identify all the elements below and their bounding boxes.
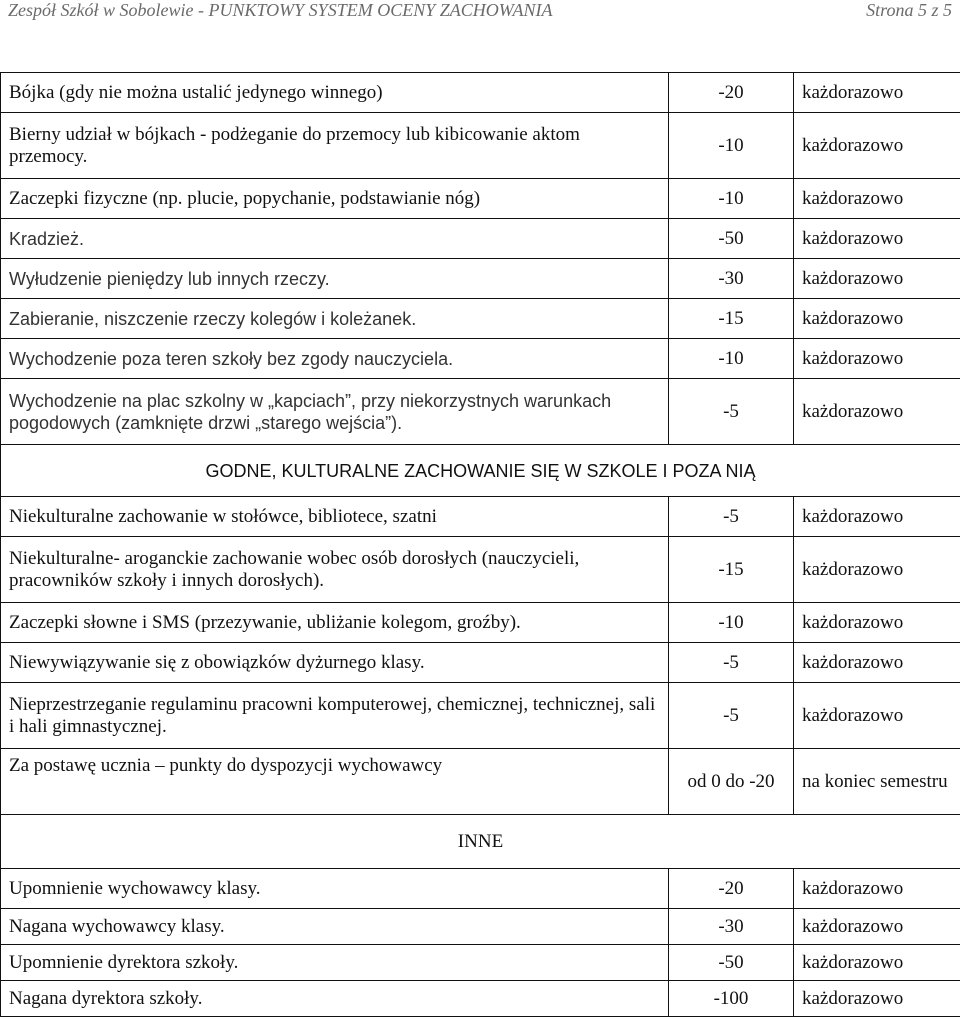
- row-points: od 0 do -20: [669, 749, 794, 815]
- row-description: Nagana dyrektora szkoły.: [1, 981, 669, 1017]
- row-description: Bierny udział w bójkach - podżeganie do przemocy lub kibicowanie aktom przemocy.: [1, 113, 669, 179]
- row-frequency: każdorazowo: [794, 945, 960, 981]
- row-points: -10: [669, 339, 794, 379]
- row-description: Zaczepki słowne i SMS (przezywanie, ubliżanie kolegom, groźby).: [1, 603, 669, 643]
- table-row: [1, 113, 960, 179]
- row-frequency: każdorazowo: [794, 113, 960, 179]
- table-row: [1, 603, 960, 643]
- row-frequency: każdorazowo: [794, 379, 960, 445]
- table-row: [1, 219, 960, 259]
- row-description: Za postawę ucznia – punkty do dyspozycji wychowawcy: [1, 749, 669, 815]
- row-description: Bójka (gdy nie można ustalić jedynego winnego): [1, 73, 669, 113]
- section-heading-conduct: GODNE, KULTURALNE ZACHOWANIE SIĘ W SZKOLE I POZA NIĄ: [1, 445, 960, 497]
- table-row: [1, 73, 960, 113]
- row-frequency: każdorazowo: [794, 981, 960, 1017]
- row-frequency: każdorazowo: [794, 869, 960, 909]
- row-frequency: każdorazowo: [794, 497, 960, 537]
- row-frequency: każdorazowo: [794, 603, 960, 643]
- row-frequency: na koniec semestru: [794, 749, 960, 815]
- row-frequency: każdorazowo: [794, 537, 960, 603]
- row-description: Niekulturalne zachowanie w stołówce, bibliotece, szatni: [1, 497, 669, 537]
- table-row: [1, 981, 960, 1017]
- row-points: -30: [669, 259, 794, 299]
- row-points: -10: [669, 179, 794, 219]
- page-header: [0, 0, 960, 24]
- row-description: Zaczepki fizyczne (np. plucie, popychanie, podstawianie nóg): [1, 179, 669, 219]
- table-row: [1, 379, 960, 445]
- row-points: -50: [669, 945, 794, 981]
- points-table: [0, 72, 960, 1017]
- row-frequency: każdorazowo: [794, 683, 960, 749]
- row-description: Niewywiązywanie się z obowiązków dyżurnego klasy.: [1, 643, 669, 683]
- row-points: -20: [669, 73, 794, 113]
- row-points: -15: [669, 299, 794, 339]
- section-row: [1, 815, 960, 869]
- row-points: -15: [669, 537, 794, 603]
- row-points: -100: [669, 981, 794, 1017]
- section-heading-other: INNE: [1, 815, 960, 869]
- row-points: -50: [669, 219, 794, 259]
- table-row: [1, 909, 960, 945]
- table-row: [1, 945, 960, 981]
- row-frequency: każdorazowo: [794, 179, 960, 219]
- table-row: [1, 497, 960, 537]
- table-row: [1, 537, 960, 603]
- row-description: Niekulturalne- aroganckie zachowanie wobec osób dorosłych (nauczycieli, pracowników szkoły i innych dorosłych).: [1, 537, 669, 603]
- row-description: Upomnienie wychowawcy klasy.: [1, 869, 669, 909]
- header-title: Zespół Szkół w Sobolewie - PUNKTOWY SYSTEM OCENY ZACHOWANIA: [8, 0, 553, 20]
- row-description: Wychodzenie na plac szkolny w „kapciach”, przy niekorzystnych warunkach pogodowych (zamknięte drzwi „starego wejścia”).: [1, 379, 669, 445]
- row-description: Wychodzenie poza teren szkoły bez zgody nauczyciela.: [1, 339, 669, 379]
- table-row: [1, 339, 960, 379]
- row-points: -10: [669, 113, 794, 179]
- row-points: -20: [669, 869, 794, 909]
- row-description: Upomnienie dyrektora szkoły.: [1, 945, 669, 981]
- table-row: [1, 259, 960, 299]
- row-points: -5: [669, 497, 794, 537]
- row-description: Nagana wychowawcy klasy.: [1, 909, 669, 945]
- table-row: [1, 869, 960, 909]
- row-frequency: każdorazowo: [794, 299, 960, 339]
- row-frequency: każdorazowo: [794, 909, 960, 945]
- section-row: [1, 445, 960, 497]
- row-points: -30: [669, 909, 794, 945]
- row-frequency: każdorazowo: [794, 73, 960, 113]
- row-points: -10: [669, 603, 794, 643]
- row-points: -5: [669, 643, 794, 683]
- row-frequency: każdorazowo: [794, 339, 960, 379]
- table-row: [1, 643, 960, 683]
- row-description: Kradzież.: [1, 219, 669, 259]
- page-number: Strona 5 z 5: [866, 0, 952, 20]
- row-frequency: każdorazowo: [794, 643, 960, 683]
- table-row: [1, 749, 960, 815]
- row-description: Wyłudzenie pieniędzy lub innych rzeczy.: [1, 259, 669, 299]
- row-description: Zabieranie, niszczenie rzeczy kolegów i koleżanek.: [1, 299, 669, 339]
- row-frequency: każdorazowo: [794, 259, 960, 299]
- table-row: [1, 179, 960, 219]
- row-points: -5: [669, 683, 794, 749]
- row-frequency: każdorazowo: [794, 219, 960, 259]
- row-description: Nieprzestrzeganie regulaminu pracowni komputerowej, chemicznej, technicznej, sali i hali gimnastycznej.: [1, 683, 669, 749]
- row-points: -5: [669, 379, 794, 445]
- table-row: [1, 299, 960, 339]
- table-row: [1, 683, 960, 749]
